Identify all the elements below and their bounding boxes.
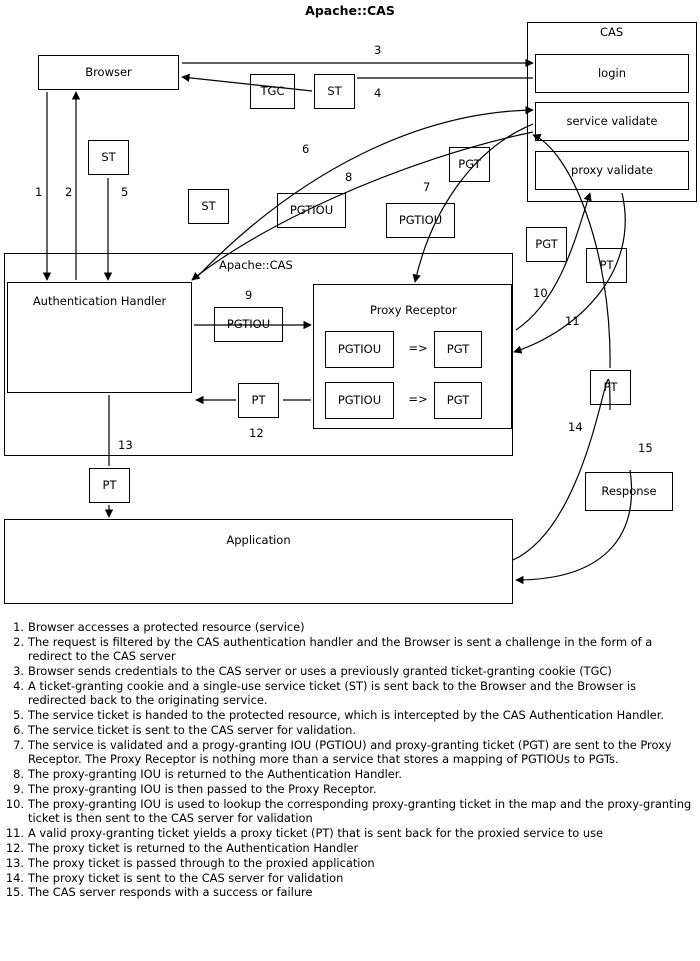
legend-item [4,635,696,664]
legend-item [4,885,696,899]
node-pt-right[interactable]: PT [590,370,631,405]
node-pgtiou-row2[interactable]: PGTIOU [325,382,394,419]
step-label-14: 14 [568,420,583,434]
node-authentication-handler[interactable]: Authentication Handler [7,282,192,393]
legend-number: 8. [13,767,24,782]
legend-number: 13. [5,855,24,870]
legend-number: 7. [13,737,24,752]
legend-item [4,782,696,796]
node-pgt-row2[interactable]: PGT [434,382,482,419]
node-application[interactable]: Application [4,519,513,604]
legend-item [4,664,696,678]
legend-number: 15. [5,885,24,900]
node-pt-bottom[interactable]: PT [89,468,130,503]
legend-text: A ticket-granting cookie and a single-use service ticket (ST) is sent back to the Browser and the Browser is redirected back to the originating service. [28,678,637,708]
legend-item [4,871,696,885]
legend-number: 14. [5,870,24,885]
step-label-6: 6 [302,142,310,156]
legend [4,620,696,900]
node-pt-inner[interactable]: PT [238,383,279,418]
page-title: Apache::CAS [305,3,395,18]
legend-text: Browser accesses a protected resource (service) [28,620,305,634]
legend-text: The service is validated and a progy-granting IOU (PGTIOU) and proxy-granting ticket (PGT) are sent to the Proxy Receptor. The Proxy Receptor is nothing more than a service that stores a mapping of PGTIOUs to PGTs. [28,737,672,767]
legend-text: The CAS server responds with a success or failure [28,885,313,900]
map-arrow-1: => [405,336,431,362]
legend-number: 4. [13,678,24,693]
legend-text: The proxy-granting IOU is used to lookup the corresponding proxy-granting ticket in the map and the proxy-granting ticket is then sent to the CAS server for validation [28,796,692,826]
legend-text: The proxy ticket is passed through to the proxied application [28,855,375,870]
node-pgtiou-inner[interactable]: PGTIOU [214,307,283,342]
step-label-3: 3 [374,43,382,57]
step-label-11: 11 [565,314,580,328]
step-label-13: 13 [118,438,133,452]
legend-text: The request is filtered by the CAS authentication handler and the Browser is sent a challenge in the form of a redirect to the CAS server [28,634,653,664]
legend-text: The proxy-granting IOU is then passed to the Proxy Receptor. [28,781,377,796]
legend-item [4,620,696,634]
legend-item [4,679,696,708]
legend-item [4,841,696,855]
node-browser[interactable]: Browser [38,55,179,90]
legend-number: 3. [13,664,24,679]
legend-number: 2. [13,634,24,649]
node-pgt-upper[interactable]: PGT [449,147,490,182]
node-response[interactable]: Response [585,472,673,511]
step-label-8: 8 [345,170,353,184]
step-label-12: 12 [249,426,264,440]
legend-item [4,723,696,737]
legend-item [4,797,696,826]
node-tgc[interactable]: TGC [250,74,295,109]
legend-item [4,856,696,870]
group-proxy-receptor-label: Proxy Receptor [367,303,460,317]
group-apache-cas-label: Apache::CAS [216,258,296,272]
step-label-7: 7 [423,180,431,194]
step-label-1: 1 [35,185,43,199]
legend-list [4,620,696,900]
legend-number: 11. [5,826,24,841]
legend-item [4,826,696,840]
node-login[interactable]: login [535,54,689,93]
legend-text: Browser sends credentials to the CAS server or uses a previously granted ticket-granting cookie (TGC) [28,664,612,679]
node-pgtiou-mid[interactable]: PGTIOU [277,193,346,228]
node-pgt-row1[interactable]: PGT [434,331,482,368]
legend-number: 10. [5,796,24,811]
legend-text: The proxy ticket is sent to the CAS server for validation [28,870,344,885]
step-label-4: 4 [374,86,382,100]
legend-number: 1. [13,620,24,634]
step-label-2: 2 [65,185,73,199]
legend-item [4,708,696,722]
legend-item [4,738,696,767]
legend-text: The proxy ticket is returned to the Authentication Handler [28,840,359,855]
node-st-left[interactable]: ST [88,140,129,175]
node-pgtiou-upper[interactable]: PGTIOU [386,203,455,238]
group-cas-server-label: CAS [597,25,626,39]
legend-text: The proxy-granting IOU is returned to the Authentication Handler. [28,767,403,782]
legend-number: 9. [13,781,24,796]
step-label-5: 5 [121,185,129,199]
legend-number: 5. [13,708,24,723]
step-label-10: 10 [533,286,548,300]
legend-text: A valid proxy-granting ticket yields a proxy ticket (PT) that is sent back for the proxied service to use [28,826,604,841]
node-st-top[interactable]: ST [314,74,355,109]
node-pgtiou-row1[interactable]: PGTIOU [325,331,394,368]
step-label-9: 9 [245,288,253,302]
step-label-15: 15 [638,441,653,455]
node-pt-upper[interactable]: PT [586,248,627,283]
node-st-mid[interactable]: ST [188,189,229,224]
legend-item [4,767,696,781]
legend-number: 12. [5,840,24,855]
legend-text: The service ticket is handed to the protected resource, which is intercepted by the CAS Authentication Handler. [28,708,665,723]
legend-text: The service ticket is sent to the CAS server for validation. [28,723,357,738]
node-service-validate[interactable]: service validate [535,102,689,141]
legend-number: 6. [13,723,24,738]
node-proxy-validate[interactable]: proxy validate [535,151,689,190]
node-pgt-mid[interactable]: PGT [526,227,567,262]
map-arrow-2: => [405,387,431,413]
